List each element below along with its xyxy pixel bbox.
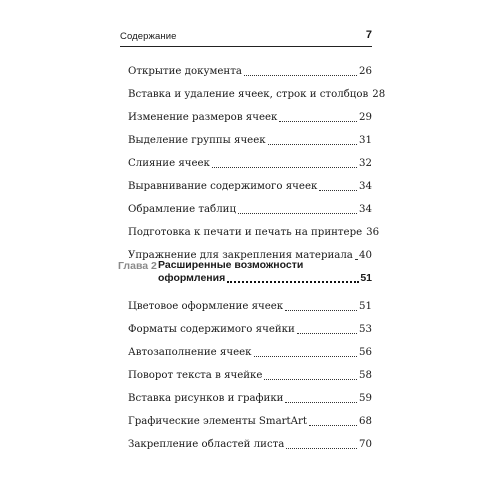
toc-entry [128,290,372,313]
toc-entry-title: Изменение размеров ячеек [128,112,278,123]
toc-section-1 [128,55,386,262]
header-page-number: 7 [365,29,372,41]
toc-entry-title: Закрепление областей листа [128,439,285,450]
toc-entry [128,170,372,193]
toc-entry-title: Графические элементы SmartArt [128,416,307,427]
toc-entry-title: Автозаполнение ячеек [128,347,252,358]
dot-leader [268,144,357,145]
toc-entry-page: 34 [359,181,372,192]
toc-entry-page: 40 [359,250,372,261]
toc-entry-page: 28 [372,89,386,100]
dot-leader [285,402,357,403]
dot-leader [227,281,359,283]
toc-entry-page: 29 [359,112,372,123]
chapter-page: 51 [360,272,372,284]
toc-entry [128,193,372,216]
header-title: Содержание [120,31,177,42]
toc-entry-page: 58 [359,370,372,381]
toc-entry [128,78,386,101]
toc-entry-title: Вставка рисунков и графики [128,393,284,404]
chapter-title-line-2 [158,272,372,285]
toc-entry-page: 36 [366,227,380,238]
toc-entry-page: 56 [359,347,372,358]
dot-leader [238,213,357,214]
toc-entry-title: Упражнение для закрепления материала [128,250,353,261]
toc-entry-title: Вставка и удаление ячеек, строк и столбцов [128,89,369,100]
toc-entry-page: 68 [359,416,372,427]
toc-entry-page: 32 [359,158,372,169]
toc-entry-page: 34 [359,204,372,215]
toc-entry-title: Выделение группы ячеек [128,135,266,146]
toc-entry-page: 59 [359,393,372,404]
toc-entry-title: Подготовка к печати и печать на принтере [128,227,363,238]
toc-entry-title: Форматы содержимого ячейки [128,324,295,335]
toc-entry-page: 70 [359,439,372,450]
toc-entry-title: Поворот текста в ячейке [128,370,263,381]
dot-leader [297,333,357,334]
toc-section-2 [128,290,372,451]
chapter-label: Глава 2 [118,260,157,272]
dot-leader [309,425,357,426]
dot-leader [264,379,357,380]
dot-leader [254,356,358,357]
dot-leader [244,75,357,76]
toc-entry [128,313,372,336]
toc-entry-title: Обрамление таблиц [128,204,237,215]
running-header [120,28,372,47]
toc-entry-title: Слияние ячеек [128,158,210,169]
toc-entry [128,359,372,382]
toc-entry [128,147,372,170]
toc-entry-title: Цветовое оформление ячеек [128,301,284,312]
toc-entry [128,101,372,124]
toc-entry [128,216,380,239]
toc-entry [128,382,372,405]
toc-entry-page: 31 [359,135,372,146]
chapter-title-line-2-text: оформления [158,272,226,284]
toc-entry [128,405,372,428]
toc-entry [128,55,372,78]
chapter-heading [118,258,372,294]
toc-entry-title: Открытие документа [128,66,242,77]
dot-leader [212,167,357,168]
dot-leader [286,448,357,449]
chapter-title-line-1: Расширенные возможности [158,259,304,271]
dot-leader [279,121,357,122]
toc-entry [128,336,372,359]
toc-entry-title: Выравнивание содержимого ячеек [128,181,318,192]
toc-entry [128,428,372,451]
toc-entry [128,124,372,147]
dot-leader [285,310,357,311]
toc-entry-page: 51 [359,301,372,312]
dot-leader [319,190,357,191]
toc-entry-page: 53 [359,324,372,335]
toc-entry-page: 26 [359,66,372,77]
